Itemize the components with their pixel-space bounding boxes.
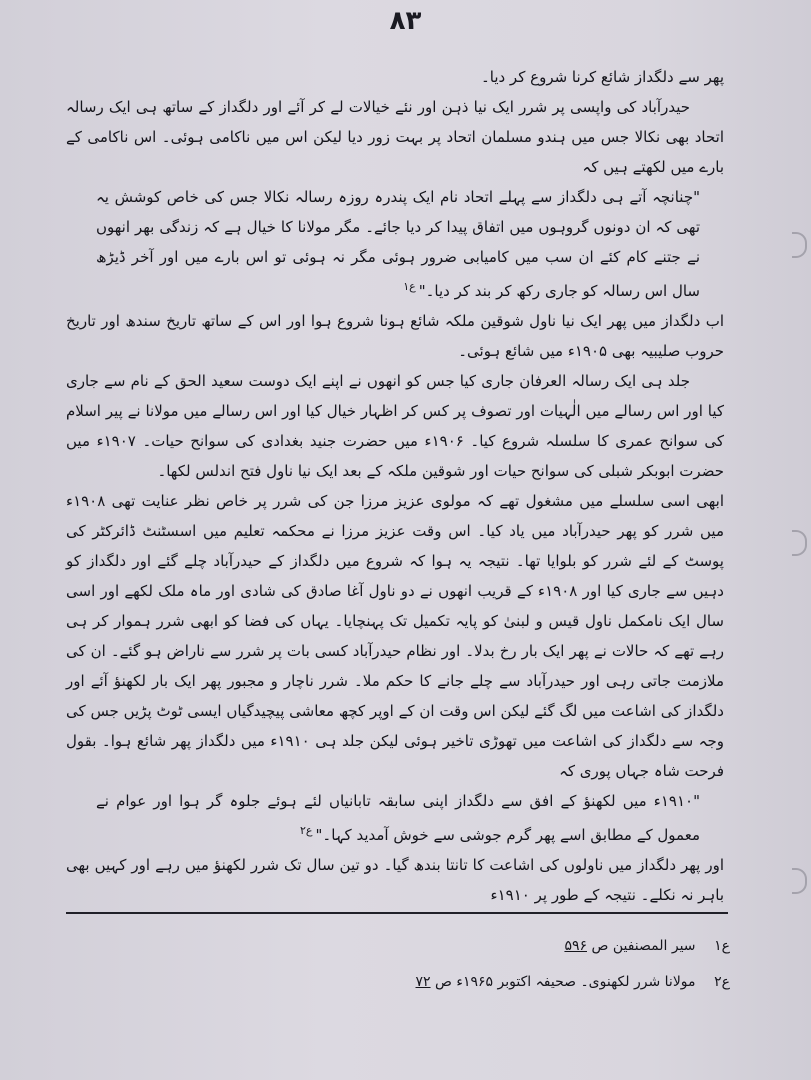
binder-ring xyxy=(792,868,807,894)
paragraph-shauqeen-malika: اب دلگداز میں پھر ایک نیا ناول شوقین ملکہ شائع ہونا شروع ہوا اور اس کے ساتھ تاریخ سندھ اور تاریخ حروب صلیبیہ بھی ۱۹۰۵ء میں شائع ہوئی۔ xyxy=(66,312,724,360)
body-text xyxy=(66,62,724,910)
footnote-item xyxy=(90,964,730,1000)
binder-ring xyxy=(792,530,807,556)
footnote-ref-1: ع۱ xyxy=(403,280,416,293)
block-quote-ittehad xyxy=(66,182,724,306)
footnote-divider xyxy=(66,912,728,914)
binder-ring xyxy=(792,232,807,258)
block-quote-ittehad-text: "چنانچہ آتے ہی دلگداز سے پہلے اتحاد نام ایک پندرہ روزہ رسالہ نکالا جس کی خاص کوشش یہ تھی کہ ان دونوں گروہوں میں اتفاق پیدا کر دیا جائے۔ مگر مولانا کا خیال ہے کہ زندگی بھر انھوں نے جتنے کام کئے ان سب میں کامیابی ضرور ہوئی مگر نہ ہوئی تو اس بارے میں اور آخر ڈیڑھ سال اس رسالہ کو جاری رکھ کر بند کر دیا۔" xyxy=(96,188,700,300)
paragraph-opening: پھر سے دلگداز شائع کرنا شروع کر دیا۔ xyxy=(480,68,724,86)
block-quote-farhat-text: "۱۹۱۰ء میں لکھنؤ کے افق سے دلگداز اپنی سابقہ تابانیاں لئے ہوئے جلوہ گر ہوا اور عوام نے معمول کے مطابق اسے پھر گرم جوشی سے خوش آمدید کہا۔" xyxy=(96,792,700,844)
block-quote-farhat xyxy=(66,786,724,850)
footnote-ref-2: ع۲ xyxy=(300,824,313,837)
footnotes xyxy=(90,928,730,1000)
paragraph-aziz-mirza: ابھی اسی سلسلے میں مشغول تھے کہ مولوی عزیز مرزا جن کی شرر پر خاص نظر عنایت تھی ۱۹۰۸ء میں شرر کو پھر حیدرآباد میں یاد کیا۔ اس وقت عزیز مرزا نے محکمہ تعلیم میں اسسٹنٹ ڈائرکٹر کی پوسٹ کے لئے شرر کو بلوایا تھا۔ نتیجہ یہ ہوا کہ شروع میں دلگداز کے حیدرآباد چلے گئے اور دلگداز کو دہیں سے جاری کیا اور ۱۹۰۸ء کے قریب انھوں نے دو ناول آغا صادق کی شادی اور ماہ ملک لکھے اور اسی سال ایک نامکمل ناول قیس و لبنیٰ کو پایہ تکمیل تک پہنچایا۔ یہاں کی فضا کو ابھی شرر ہموار کر ہی رہے تھے کہ حالات نے پھر ایک بار رخ بدلا۔ اور نظام حیدرآباد کسی بات پر شرر سے ناراض ہو گئے۔ ان کی ملازمت جاتی رہی اور حیدرآباد سے چلے جانے کا حکم ملا۔ شرر ناچار و مجبور پھر ایک بار لکھنؤ آئے اور دلگداز کی اشاعت میں لگ گئے لیکن اس وقت ان کے اوپر کچھ معاشی پیچیدگیاں ایسی ٹوٹ پڑیں جس کی وجہ سے دلگداز کی اشاعت میں تھوڑی تاخیر ہوئی لیکن جلد ہی ۱۹۱۰ء میں دلگداز پھر شائع ہوا۔ بقول فرحت شاہ جہاں پوری کہ xyxy=(66,492,724,780)
footnote-number: ع۲ xyxy=(714,974,730,990)
footnote-item xyxy=(90,928,730,964)
paragraph-al-irfan: جلد ہی ایک رسالہ العرفان جاری کیا جس کو انھوں نے اپنے ایک دوست سعید الحق کے نام سے جاری کیا اور اس رسالے میں الٰہیات اور تصوف پر کس کر اظہار خیال کیا اور اس رسالے میں مولانا نے پیر اسلام کی سوانح عمری کا سلسلہ شروع کیا۔ ۱۹۰۶ء میں حضرت جنید بغدادی کی سوانح حیات۔ ۱۹۰۷ء میں حضرت ابوبکر شبلی کی سوانح حیات اور شوقین ملکہ کے بعد ایک نیا ناول فتح اندلس لکھا۔ xyxy=(66,372,724,480)
paragraph-hyderabad-return: حیدرآباد کی واپسی پر شرر ایک نیا ذہن اور نئے خیالات لے کر آئے اور دلگداز کے ساتھ ہی ایک رسالہ اتحاد بھی نکالا جس میں ہندو مسلمان اتحاد پر بہت زور دیا لیکن اس میں ناکامی ہوئی۔ اس ناکامی کے بارے میں لکھتے ہیں کہ xyxy=(66,98,724,176)
footnote-page: ۵۹۶ xyxy=(564,938,587,954)
page-number: ۸۳ xyxy=(389,6,422,36)
paragraph-novels-continue: اور پھر دلگداز میں ناولوں کی اشاعت کا تانتا بندھ گیا۔ دو تین سال تک شرر لکھنؤ میں رہے اور کہیں بھی باہر نہ نکلے۔ نتیجہ کے طور پر ۱۹۱۰ء xyxy=(66,856,724,904)
footnote-text: مولانا شرر لکھنوی۔ صحیفہ اکتوبر ۱۹۶۵ء ص xyxy=(435,974,696,990)
footnote-page: ۷۲ xyxy=(415,974,431,990)
footnote-text: سیر المصنفین ص xyxy=(591,938,696,954)
footnote-number: ع۱ xyxy=(714,938,730,954)
